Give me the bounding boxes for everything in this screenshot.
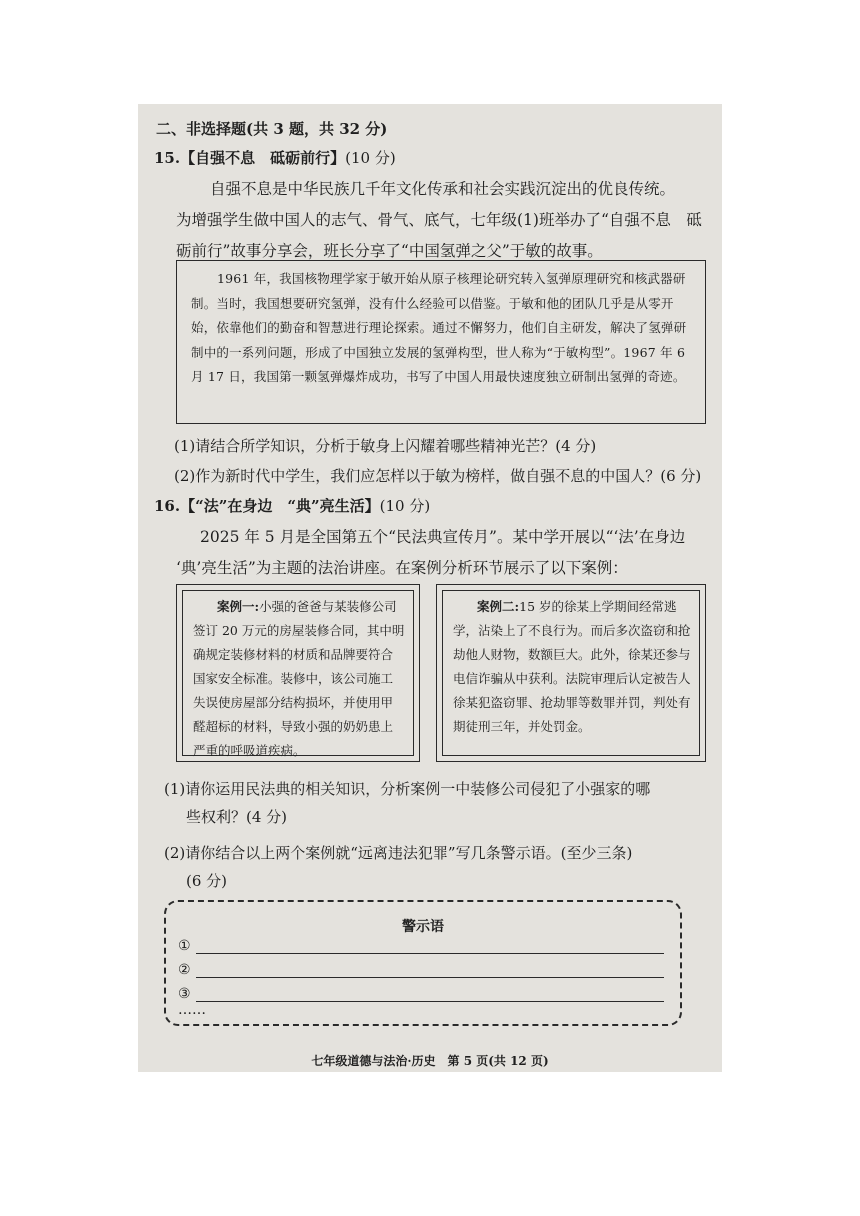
exam-page [138,104,722,1072]
page-footer: 七年级道德与法治·历史 第 5 页(共 12 页) [311,1054,549,1068]
q16-points: (10 分) [379,497,431,515]
warning-box-title: 警示语 [402,919,444,935]
case-two-inner [442,590,700,756]
q16-number: 16. [154,497,181,515]
q16-sub-question-2-line-2: (6 分) [186,872,228,890]
q16-intro-line-2: ‘典’亮生活”为主题的法治讲座。在案例分析环节展示了以下案例： [176,559,628,577]
case-one-text: 小强的爸爸与某装修公司签订 20 万元的房屋装修合同，其中明确规定装修材料的材质和品牌要符合国家安全标准。装修中，该公司施工失误使房屋部分结构损坏，并使用甲醛超标的材料，导致小强的奶奶患上严重的呼吸道疾病。 [193,599,405,758]
q15-sub-question-1: (1)请结合所学知识，分析于敏身上闪耀着哪些精神光芒？(4 分) [174,437,597,455]
case-one-label: 案例一: [217,599,260,614]
section-heading: 二、非选择题(共 3 题，共 32 分) [156,120,388,138]
q15-number: 15. [154,149,181,167]
q16-intro-line-1: 2025 年 5 月是全国第五个“民法典宣传月”。某中学开展以“‘法’在身边 [200,528,686,546]
q16-sub-question-1-line-2: 些权利？(4 分) [186,808,288,826]
answer-line-2[interactable] [196,977,664,978]
q15-intro-line-3: 砺前行”故事分享会，班长分享了“中国氢弹之父”于敏的故事。 [176,242,603,260]
q15-intro-line-2: 为增强学生做中国人的志气、骨气、底气，七年级(1)班举办了“自强不息 砥 [176,211,702,229]
q15-points: (10 分) [345,149,396,167]
case-one-inner [182,590,414,756]
case-two-box [436,584,706,762]
warning-slogan-box [164,900,682,1026]
q16-title [154,495,430,516]
q15-sub-question-2: (2)作为新时代中学生，我们应怎样以于敏为榜样，做自强不息的中国人？(6 分) [174,467,702,485]
case-two-label: 案例二: [477,599,520,614]
answer-marker-more: …… [178,1002,206,1018]
q15-title [154,147,396,168]
q16-sub-question-2-line-1: (2)请你结合以上两个案例就“远离违法犯罪”写几条警示语。(至少三条) [164,844,633,862]
answer-line-3[interactable] [196,1001,664,1002]
answer-marker-2: ② [178,962,191,978]
q15-material-box: 1961 年，我国核物理学家于敏开始从原子核理论研究转入氢弹原理研究和核武器研制。当时，我国想要研究氢弹，没有什么经验可以借鉴。于敏和他的团队几乎是从零开始，依靠他们的勤奋和智慧进行理论探索。通过不懈努力，他们自主研发，解决了氢弹研制中的一系列问题，形成了中国独立发展的氢弹构型，世人称为“于敏构型”。1967 年 6 月 17 日，我国第一颗氢弹爆炸成功，书写了中国人用最快速度独立研制出氢弹的奇迹。 [176,260,706,424]
q16-sub-question-1-line-1: (1)请你运用民法典的相关知识，分析案例一中装修公司侵犯了小强家的哪 [164,780,651,798]
case-one-box [176,584,420,762]
answer-marker-1: ① [178,938,191,954]
q15-intro-line-1: 自强不息是中华民族几千年文化传承和社会实践沉淀出的优良传统。 [210,180,676,198]
answer-line-1[interactable] [196,953,664,954]
q16-theme: 【“法”在身边 “典”亮生活】 [180,497,380,515]
answer-marker-3: ③ [178,986,191,1002]
case-two-text: 15 岁的徐某上学期间经常逃学，沾染上了不良行为。而后多次盗窃和抢劫他人财物，数额巨大。此外，徐某还参与电信诈骗从中获利。法院审理后认定被告人徐某犯盗窃罪、抢劫罪等数罪并罚，判处有期徒刑三年，并处罚金。 [453,599,691,734]
q15-theme: 【自强不息 砥砺前行】 [180,149,346,167]
